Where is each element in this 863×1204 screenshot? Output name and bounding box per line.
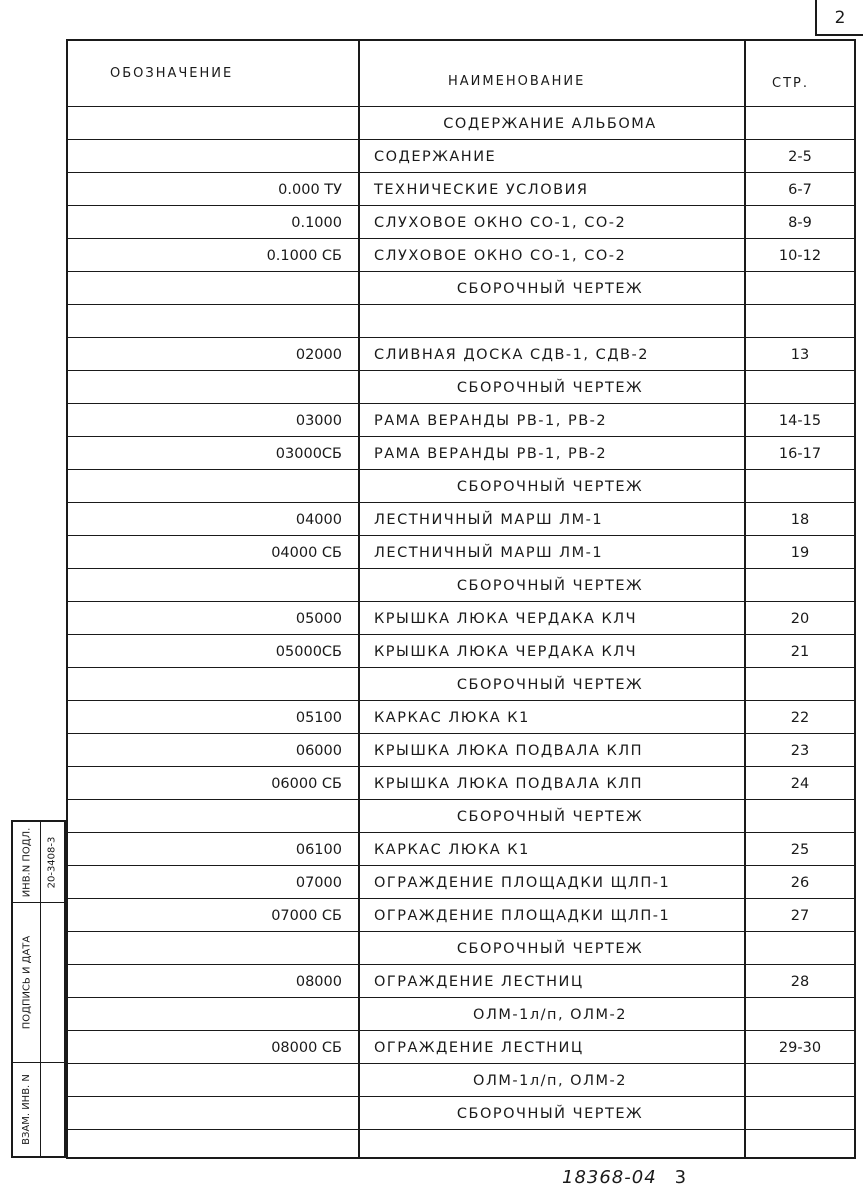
row-designation: 06000 СБ: [271, 775, 342, 792]
row-name: КРЫШКА ЛЮКА ЧЕРДАКА КЛЧ: [374, 610, 638, 627]
row-designation: 05000: [295, 610, 342, 627]
row-designation: 03000СБ: [275, 445, 342, 462]
row-designation: [68, 800, 352, 833]
row-designation: 06000: [295, 742, 342, 759]
row-page: [746, 998, 854, 1031]
row-designation: 04000 СБ: [271, 544, 342, 561]
row-designation: 07000 СБ: [271, 907, 342, 924]
row-page: 20: [790, 610, 810, 627]
table-row: [68, 601, 854, 634]
row-page: [746, 1130, 854, 1163]
row-page: 16-17: [778, 445, 822, 462]
table-row: [68, 106, 854, 139]
row-name: РАМА ВЕРАНДЫ РВ-1, РВ-2: [374, 412, 608, 429]
row-page: [746, 1064, 854, 1097]
table-row: [68, 304, 854, 337]
row-designation: 0.1000: [291, 214, 342, 231]
row-designation: [68, 1097, 352, 1130]
row-name: СЛИВНАЯ ДОСКА СДВ-1, СДВ-2: [374, 346, 649, 363]
row-name: [360, 305, 740, 338]
row-page: [746, 470, 854, 503]
row-designation: 05100: [295, 709, 342, 726]
table-row: [68, 865, 854, 898]
row-name: СБОРОЧНЫЙ ЧЕРТЕЖ: [456, 808, 644, 825]
table-row: [68, 469, 854, 502]
row-designation: [68, 107, 352, 140]
row-name: СБОРОЧНЫЙ ЧЕРТЕЖ: [456, 577, 644, 594]
row-page: [746, 800, 854, 833]
footer: [562, 1167, 687, 1188]
row-page: 21: [790, 643, 810, 660]
row-page: 14-15: [778, 412, 822, 429]
table-body: [68, 106, 854, 1162]
row-page: 29-30: [778, 1039, 822, 1056]
row-name: СБОРОЧНЫЙ ЧЕРТЕЖ: [456, 478, 644, 495]
table-row: [68, 205, 854, 238]
row-page: 28: [790, 973, 810, 990]
row-designation: 05000СБ: [275, 643, 342, 660]
row-designation: [68, 140, 352, 173]
row-name: СБОРОЧНЫЙ ЧЕРТЕЖ: [456, 379, 644, 396]
row-name: СОДЕРЖАНИЕ АЛЬБОМА: [443, 115, 657, 132]
row-page: 27: [790, 907, 810, 924]
row-designation: [68, 371, 352, 404]
table-row: [68, 931, 854, 964]
row-page: 2-5: [788, 148, 812, 165]
page-number: 3: [674, 1167, 688, 1188]
sheet-number: 2: [834, 8, 846, 28]
side-stamp-labels: [13, 822, 41, 1156]
row-page: [746, 1097, 854, 1130]
row-designation: [68, 932, 352, 965]
row-designation: [68, 305, 352, 338]
table-row: [68, 634, 854, 667]
row-page: [746, 668, 854, 701]
row-designation: [68, 998, 352, 1031]
row-name: КРЫШКА ЛЮКА ЧЕРДАКА КЛЧ: [374, 643, 638, 660]
row-designation: 03000: [295, 412, 342, 429]
row-name: СБОРОЧНЫЙ ЧЕРТЕЖ: [456, 1105, 644, 1122]
row-page: [746, 272, 854, 305]
row-designation: 0.000 ТУ: [278, 181, 342, 198]
row-name: СЛУХОВОЕ ОКНО СО-1, СО-2: [374, 214, 627, 231]
row-page: 25: [790, 841, 810, 858]
row-page: 26: [790, 874, 810, 891]
table-row: [68, 700, 854, 733]
table-row: [68, 139, 854, 172]
row-name: СБОРОЧНЫЙ ЧЕРТЕЖ: [456, 280, 644, 297]
table-row: [68, 337, 854, 370]
side-stamp: [11, 820, 66, 1158]
inv-no-value: 20-3408-3: [46, 836, 58, 888]
row-name: ОГРАЖДЕНИЕ ПЛОЩАДКИ ЩЛП-1: [374, 907, 671, 924]
swap-inv-label: ВЗАМ. ИНВ. N: [21, 1073, 33, 1145]
table-row: [68, 766, 854, 799]
row-designation: [68, 470, 352, 503]
row-designation: [68, 569, 352, 602]
table-row: [68, 1129, 854, 1162]
table-row: [68, 403, 854, 436]
row-page: [746, 371, 854, 404]
row-page: 22: [790, 709, 810, 726]
header-name: НАИМЕНОВАНИЕ: [448, 74, 586, 89]
row-name: ОГРАЖДЕНИЕ ЛЕСТНИЦ: [374, 973, 584, 990]
row-designation: 07000: [295, 874, 342, 891]
row-name: ЛЕСТНИЧНЫЙ МАРШ ЛМ-1: [374, 544, 604, 561]
row-name: СБОРОЧНЫЙ ЧЕРТЕЖ: [456, 676, 644, 693]
row-name: КАРКАС ЛЮКА К1: [374, 841, 530, 858]
row-designation: 06100: [295, 841, 342, 858]
table-row: [68, 733, 854, 766]
row-designation: [68, 272, 352, 305]
row-designation: [68, 1130, 352, 1163]
row-page: 6-7: [788, 181, 812, 198]
row-page: [746, 932, 854, 965]
row-designation: 0.1000 СБ: [266, 247, 342, 264]
row-page: 13: [790, 346, 810, 363]
row-name: [360, 1130, 740, 1163]
table-row: [68, 436, 854, 469]
row-designation: 04000: [295, 511, 342, 528]
row-page: 19: [790, 544, 810, 561]
row-page: 8-9: [788, 214, 812, 231]
table-row: [68, 667, 854, 700]
row-name: ОГРАЖДЕНИЕ ПЛОЩАДКИ ЩЛП-1: [374, 874, 671, 891]
table-row: [68, 172, 854, 205]
row-name: ЛЕСТНИЧНЫЙ МАРШ ЛМ-1: [374, 511, 604, 528]
row-name: СОДЕРЖАНИЕ: [374, 148, 497, 165]
row-page: 23: [790, 742, 810, 759]
table-row: [68, 238, 854, 271]
table-row: [68, 832, 854, 865]
table-row: [68, 799, 854, 832]
row-page: 24: [790, 775, 810, 792]
row-page: 18: [790, 511, 810, 528]
row-page: 10-12: [778, 247, 822, 264]
row-name: ОЛМ-1л/п, ОЛМ-2: [473, 1006, 627, 1023]
table-row: [68, 568, 854, 601]
table-row: [68, 964, 854, 997]
sheet-number-box: [815, 0, 863, 36]
row-name: ОЛМ-1л/п, ОЛМ-2: [473, 1072, 627, 1089]
row-name: КАРКАС ЛЮКА К1: [374, 709, 530, 726]
row-designation: 02000: [295, 346, 342, 363]
row-name: ОГРАЖДЕНИЕ ЛЕСТНИЦ: [374, 1039, 584, 1056]
row-page: [746, 107, 854, 140]
row-designation: [68, 668, 352, 701]
table-row: [68, 1096, 854, 1129]
inv-no-label: ИНВ.N ПОДЛ.: [21, 827, 33, 897]
table-row: [68, 271, 854, 304]
row-designation: 08000 СБ: [271, 1039, 342, 1056]
table-row: [68, 1063, 854, 1096]
row-designation: [68, 1064, 352, 1097]
header-page: СТР.: [772, 76, 809, 91]
contents-table: [66, 39, 856, 1159]
row-name: РАМА ВЕРАНДЫ РВ-1, РВ-2: [374, 445, 608, 462]
side-stamp-values: [40, 822, 67, 1156]
row-name: КРЫШКА ЛЮКА ПОДВАЛА КЛП: [374, 742, 644, 759]
table-row: [68, 535, 854, 568]
row-page: [746, 305, 854, 338]
row-page: [746, 569, 854, 602]
row-name: ТЕХНИЧЕСКИЕ УСЛОВИЯ: [374, 181, 589, 198]
signature-label: ПОДПИСЬ И ДАТА: [21, 935, 32, 1029]
table-row: [68, 898, 854, 931]
row-name: КРЫШКА ЛЮКА ПОДВАЛА КЛП: [374, 775, 644, 792]
table-row: [68, 997, 854, 1030]
row-name: СЛУХОВОЕ ОКНО СО-1, СО-2: [374, 247, 627, 264]
table-row: [68, 370, 854, 403]
table-row: [68, 1030, 854, 1063]
doc-code: 18368-04: [562, 1167, 657, 1188]
table-row: [68, 502, 854, 535]
row-designation: 08000: [295, 973, 342, 990]
header-designation: ОБОЗНАЧЕНИЕ: [110, 66, 234, 81]
row-name: СБОРОЧНЫЙ ЧЕРТЕЖ: [456, 940, 644, 957]
